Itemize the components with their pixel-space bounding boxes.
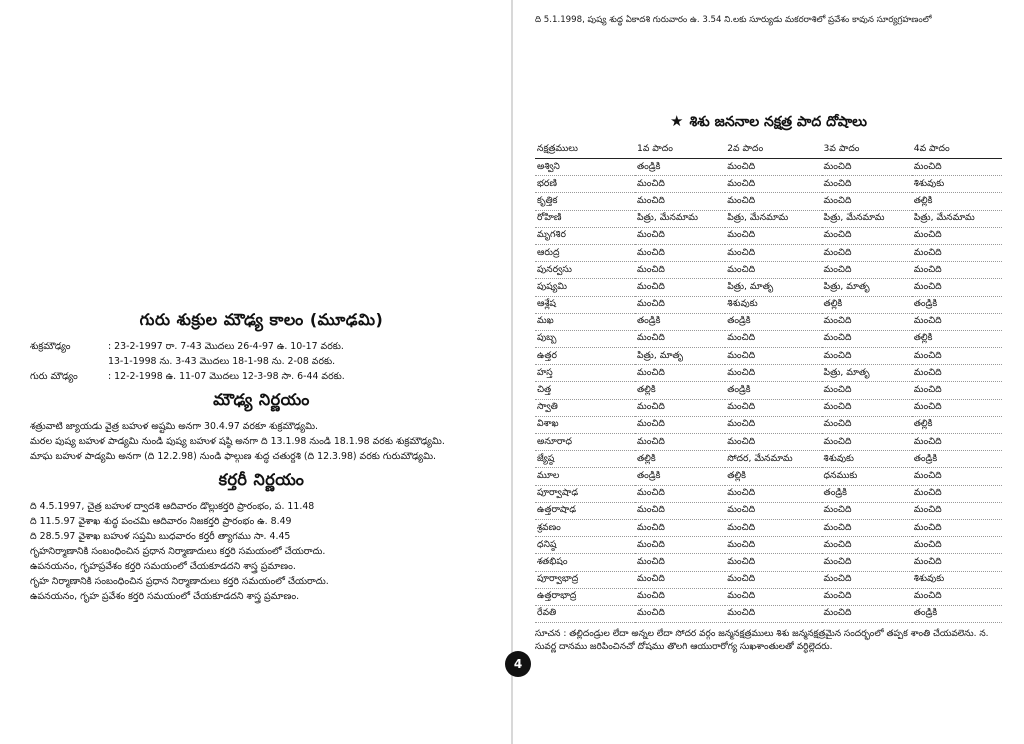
pada-cell: తండ్రికి — [725, 382, 821, 399]
pada-cell: తల్లికి — [912, 416, 1002, 433]
pada-cell: మంచిది — [725, 330, 821, 347]
guru-moudhya-label: గురు మౌఢ్యం — [30, 371, 78, 382]
table-row — [535, 519, 1002, 536]
table-row — [535, 279, 1002, 296]
pada-cell: మంచిది — [822, 537, 912, 554]
guru-shukra-moudhya-title: గురు శుక్రుల మౌఢ్య కాలం (మూఢమి) — [139, 310, 384, 329]
column-header: నక్షత్రములు — [535, 141, 635, 159]
pada-cell: శిశువుకు — [912, 571, 1002, 588]
pada-cell: మంచిది — [822, 348, 912, 365]
table-row — [535, 348, 1002, 365]
nakshatra-name-cell: శ్రవణం — [535, 519, 635, 536]
column-header: 4వ పాదం — [912, 141, 1002, 159]
moudhya-nirnayam-title: మౌఢ్య నిర్ణయం — [213, 390, 310, 409]
nakshatra-name-cell: జ్యేష్ఠ — [535, 451, 635, 468]
nakshatra-name-cell: చిత్త — [535, 382, 635, 399]
nakshatra-name-cell: రోహిణి — [535, 210, 635, 227]
pada-cell: మంచిది — [635, 434, 725, 451]
left-page — [0, 0, 511, 744]
pada-cell: మంచిది — [725, 365, 821, 382]
pada-cell: మంచిది — [822, 382, 912, 399]
nakshatra-name-cell: ఉత్తరాషాఢ — [535, 502, 635, 519]
kartari-nirnayam-title: కర్తరీ నిర్ణయం — [218, 470, 305, 489]
kartari-line: ఉపనయనం, గృహప్రవేశం కర్తరి సమయంలో చేయకూడదని శాస్త్ర ప్రమాణం. — [30, 561, 296, 572]
right-page — [513, 0, 1024, 744]
pada-cell: మంచిది — [635, 176, 725, 193]
pada-cell: మంచిది — [912, 485, 1002, 502]
pada-cell: పిత్రు, మాతృ — [635, 348, 725, 365]
pada-cell: తండ్రికి — [635, 468, 725, 485]
pada-cell: మంచిది — [725, 193, 821, 210]
pada-cell: పిత్రు, మేనమామ — [912, 210, 1002, 227]
pada-cell: మంచిది — [912, 365, 1002, 382]
table-row — [535, 605, 1002, 622]
table-row — [535, 588, 1002, 605]
pada-cell: మంచిది — [912, 468, 1002, 485]
pada-cell: పిత్రు, మేనమామ — [635, 210, 725, 227]
pada-cell: తండ్రికి — [822, 485, 912, 502]
right-top-line: ది 5.1.1998, పుష్య శుద్ధ ఏకాదశి గురువారం ఉ. 3.54 ని.లకు సూర్యుడు మకరరాశిలో ప్రవేశం కావున సూర్యగ్రహణంలో — [535, 15, 932, 25]
table-row — [535, 485, 1002, 502]
pada-cell: మంచిది — [822, 330, 912, 347]
table-row — [535, 399, 1002, 416]
pada-cell: తండ్రికి — [912, 296, 1002, 313]
pada-cell: మంచిది — [912, 434, 1002, 451]
nakshatra-table-title — [535, 112, 1002, 133]
pada-cell: మంచిది — [725, 554, 821, 571]
pada-cell: మంచిది — [635, 485, 725, 502]
pada-cell: మంచిది — [912, 244, 1002, 261]
table-row — [535, 416, 1002, 433]
shukra-moudhya-dates-1: : 23-2-1997 రా. 7-43 మొదలు 26-4-97 ఉ. 10-17 వరకు. — [108, 341, 344, 352]
pada-cell: తండ్రికి — [912, 605, 1002, 622]
pada-cell: మంచిది — [635, 330, 725, 347]
kartari-line: గృహనిర్మాణానికి సంబంధించిన ప్రధాన నిర్మాణాదులు కర్తరి సమయంలో చేయరాదు. — [30, 546, 326, 557]
pada-cell: మంచిది — [822, 262, 912, 279]
nakshatra-table-title-text: శిశు జననాల నక్షత్ర పాద దోషాలు — [689, 114, 867, 130]
pada-cell: మంచిది — [635, 571, 725, 588]
pada-cell: మంచిది — [912, 537, 1002, 554]
shukra-moudhya-label: శుక్రమౌఢ్యం — [30, 341, 71, 352]
nakshatra-name-cell: పుబ్బ — [535, 330, 635, 347]
pada-cell: తల్లికి — [725, 468, 821, 485]
pada-cell: పిత్రు, మాతృ — [725, 279, 821, 296]
pada-cell: శిశువుకు — [725, 296, 821, 313]
pada-cell: మంచిది — [635, 588, 725, 605]
nakshatra-name-cell: పునర్వసు — [535, 262, 635, 279]
pada-cell: మంచిది — [822, 434, 912, 451]
pada-cell: మంచిది — [725, 588, 821, 605]
pada-cell: శిశువుకు — [822, 451, 912, 468]
pada-cell: మంచిది — [725, 537, 821, 554]
column-header: 3వ పాదం — [822, 141, 912, 159]
pada-cell: మంచిది — [912, 159, 1002, 176]
table-header-row — [535, 141, 1002, 159]
pada-cell: మంచిది — [635, 605, 725, 622]
pada-cell: మంచిది — [725, 262, 821, 279]
pada-cell: మంచిది — [912, 279, 1002, 296]
kartari-line: ది 4.5.1997, చైత్ర బహుళ ద్వాదశి ఆదివారం డొల్లుకర్తరి ప్రారంభం, ప. 11.48 — [30, 501, 315, 512]
table-body — [535, 159, 1002, 623]
table-row — [535, 571, 1002, 588]
pada-cell: మంచిది — [822, 176, 912, 193]
pada-cell: మంచిది — [822, 313, 912, 330]
table-row — [535, 537, 1002, 554]
pada-cell: మంచిది — [822, 588, 912, 605]
nakshatra-name-cell: పుష్యమి — [535, 279, 635, 296]
pada-cell: తల్లికి — [635, 451, 725, 468]
star-icon: ★ — [670, 112, 684, 130]
table-note: సూచన : తల్లిదండ్రుల లేదా అన్నల లేదా సోదర వర్గం జన్మనక్షత్రములు శిశు జన్మనక్షత్రమైన సందర్భంలో తప్పక శాంతి చేయవలెను. న. సువర్ణ దానము జరిపించినచో దోషము తొలగి ఆయురారోగ్య సుఖశాంతులతో వర్ధిల్లెదరు. — [535, 629, 989, 653]
shukra-moudhya-row-2 — [30, 354, 493, 369]
pada-cell: తండ్రికి — [635, 313, 725, 330]
pada-cell: మంచిది — [635, 502, 725, 519]
pada-cell: మంచిది — [822, 571, 912, 588]
moudhya-line: శత్రువాటి జ్యాయడు వైత్ర బహుళ అష్టమి అనగా 30.4.97 వరకూ శుక్రమౌఢ్యమి. — [30, 421, 318, 432]
table-row — [535, 382, 1002, 399]
pada-cell: మంచిది — [635, 279, 725, 296]
pada-cell: మంచిది — [635, 227, 725, 244]
table-row — [535, 210, 1002, 227]
table-row — [535, 262, 1002, 279]
pada-cell: మంచిది — [912, 502, 1002, 519]
pada-cell: సోదర, మేనమామ — [725, 451, 821, 468]
pada-cell: తండ్రికి — [725, 313, 821, 330]
pada-cell: మంచిది — [725, 227, 821, 244]
pada-cell: తల్లికి — [822, 296, 912, 313]
nakshatra-name-cell: పూర్వాషాఢ — [535, 485, 635, 502]
nakshatra-name-cell: పూర్వాభాద్ర — [535, 571, 635, 588]
pada-cell: తల్లికి — [912, 330, 1002, 347]
pada-cell: మంచిది — [912, 399, 1002, 416]
pada-cell: మంచిది — [912, 382, 1002, 399]
table-row — [535, 365, 1002, 382]
nakshatra-name-cell: విశాఖ — [535, 416, 635, 433]
pada-cell: మంచిది — [725, 519, 821, 536]
nakshatra-pada-table — [535, 141, 1002, 623]
pada-cell: మంచిది — [635, 537, 725, 554]
nakshatra-name-cell: ధనిష్ఠ — [535, 537, 635, 554]
pada-cell: మంచిది — [725, 176, 821, 193]
pada-cell: మంచిది — [822, 554, 912, 571]
nakshatra-name-cell: ఉత్తరాభాద్ర — [535, 588, 635, 605]
table-row — [535, 176, 1002, 193]
pada-cell: మంచిది — [725, 348, 821, 365]
nakshatra-name-cell: మృగశిర — [535, 227, 635, 244]
table-row — [535, 434, 1002, 451]
pada-cell: తండ్రికి — [635, 159, 725, 176]
pada-cell: పిత్రు, మేనమామ — [725, 210, 821, 227]
kartari-line: గృహ నిర్మాణానికి సంబంధించిన ప్రధాన నిర్మాణాదులు కర్తరి సమయంలో చేయరాదు. — [30, 576, 329, 587]
kartari-line: ది 28.5.97 వైశాఖ బహుళ సప్తమి బుధవారం కర్తరీ త్యాగము సా. 4.45 — [30, 531, 291, 542]
table-row — [535, 227, 1002, 244]
pada-cell: మంచిది — [725, 434, 821, 451]
pada-cell: మంచిది — [635, 365, 725, 382]
pada-cell: మంచిది — [912, 348, 1002, 365]
pada-cell: తల్లికి — [912, 193, 1002, 210]
pada-cell: మంచిది — [822, 416, 912, 433]
moudhya-line: మాఘ బహుళ పాడ్యమి అనగా (ది 12.2.98) నుండి ఫాల్గుణ శుద్ధ చతుర్దశి (ది 12.3.98) వరకు గురుమౌఢ్యమి. — [30, 451, 436, 462]
kartari-line: ది 11.5.97 వైశాఖ శుద్ధ పంచమి ఆదివారం నిజకర్తరి ప్రారంభం ఉ. 8.49 — [30, 516, 292, 527]
nakshatra-name-cell: స్వాతి — [535, 399, 635, 416]
pada-cell: మంచిది — [912, 227, 1002, 244]
pada-cell: మంచిది — [635, 519, 725, 536]
pada-cell: మంచిది — [635, 193, 725, 210]
pada-cell: మంచిది — [635, 399, 725, 416]
kartari-line: ఉపనయనం, గృహ ప్రవేశం కర్తరి సమయంలో చేయకూడదని శాస్త్ర ప్రమాణం. — [30, 591, 300, 602]
pada-cell: మంచిది — [725, 244, 821, 261]
table-row — [535, 244, 1002, 261]
pada-cell: పిత్రు, మాతృ — [822, 365, 912, 382]
pada-cell: ధనముకు — [822, 468, 912, 485]
pada-cell: మంచిది — [822, 605, 912, 622]
guru-moudhya-dates: : 12-2-1998 ఉ. 11-07 మొదలు 12-3-98 సా. 6-44 వరకు. — [108, 371, 345, 382]
pada-cell: పిత్రు, మాతృ — [822, 279, 912, 296]
pada-cell: మంచిది — [725, 399, 821, 416]
column-header: 2వ పాదం — [725, 141, 821, 159]
intro-paragraph-block — [30, 16, 493, 304]
pada-cell: మంచిది — [725, 502, 821, 519]
table-row — [535, 451, 1002, 468]
pada-cell: తండ్రికి — [912, 451, 1002, 468]
pada-cell: మంచిది — [822, 193, 912, 210]
table-row — [535, 159, 1002, 176]
pada-cell: మంచిది — [725, 416, 821, 433]
pada-cell: మంచిది — [822, 399, 912, 416]
pada-cell: మంచిది — [635, 554, 725, 571]
nakshatra-name-cell: హస్త — [535, 365, 635, 382]
table-row — [535, 296, 1002, 313]
pada-cell: పిత్రు, మేనమామ — [822, 210, 912, 227]
pada-cell: మంచిది — [725, 159, 821, 176]
pada-cell: మంచిది — [912, 554, 1002, 571]
nakshatra-name-cell: అశ్విని — [535, 159, 635, 176]
pada-cell: మంచిది — [635, 244, 725, 261]
table-row — [535, 330, 1002, 347]
pada-cell: మంచిది — [725, 605, 821, 622]
pada-cell: మంచిది — [725, 485, 821, 502]
nakshatra-name-cell: మఖ — [535, 313, 635, 330]
nakshatra-name-cell: రేవతి — [535, 605, 635, 622]
pada-cell: మంచిది — [822, 227, 912, 244]
pada-cell: మంచిది — [635, 262, 725, 279]
nakshatra-name-cell: ఆరుద్ర — [535, 244, 635, 261]
nakshatra-name-cell: భరణి — [535, 176, 635, 193]
table-row — [535, 313, 1002, 330]
pada-cell: మంచిది — [912, 588, 1002, 605]
shukra-moudhya-row — [30, 339, 493, 354]
right-top-paragraph — [535, 14, 1002, 50]
page-number-badge: 4 — [505, 651, 531, 677]
moudhya-line: మరల పుష్య బహుళ పాడ్యమి నుండి పుష్య బహుళ షష్ఠి అనగా ది 13.1.98 నుండి 18.1.98 వరకు శుక్రమౌఢ్యమి. — [30, 436, 445, 447]
nakshatra-name-cell: అనూరాధ — [535, 434, 635, 451]
pada-cell: మంచిది — [725, 571, 821, 588]
pada-cell: మంచిది — [912, 313, 1002, 330]
guru-moudhya-row — [30, 369, 493, 384]
nakshatra-name-cell: కృత్తిక — [535, 193, 635, 210]
table-row — [535, 468, 1002, 485]
table-row — [535, 502, 1002, 519]
table-row — [535, 554, 1002, 571]
nakshatra-name-cell: ఉత్తర — [535, 348, 635, 365]
pada-cell: మంచిది — [822, 159, 912, 176]
pada-cell: మంచిది — [822, 244, 912, 261]
nakshatra-name-cell: మూల — [535, 468, 635, 485]
table-row — [535, 193, 1002, 210]
pada-cell: మంచిది — [635, 296, 725, 313]
column-header: 1వ పాదం — [635, 141, 725, 159]
pada-cell: మంచిది — [912, 519, 1002, 536]
pada-cell: శిశువుకు — [912, 176, 1002, 193]
pada-cell: మంచిది — [822, 502, 912, 519]
pada-cell: తల్లికి — [635, 382, 725, 399]
nakshatra-name-cell: శతభిషం — [535, 554, 635, 571]
pada-cell: మంచిది — [912, 262, 1002, 279]
nakshatra-name-cell: ఆశ్లేష — [535, 296, 635, 313]
pada-cell: మంచిది — [635, 416, 725, 433]
shukra-moudhya-dates-2: 13-1-1998 ను. 3-43 మొదలు 18-1-98 ను. 2-08 వరకు. — [108, 356, 336, 367]
pada-cell: మంచిది — [822, 519, 912, 536]
